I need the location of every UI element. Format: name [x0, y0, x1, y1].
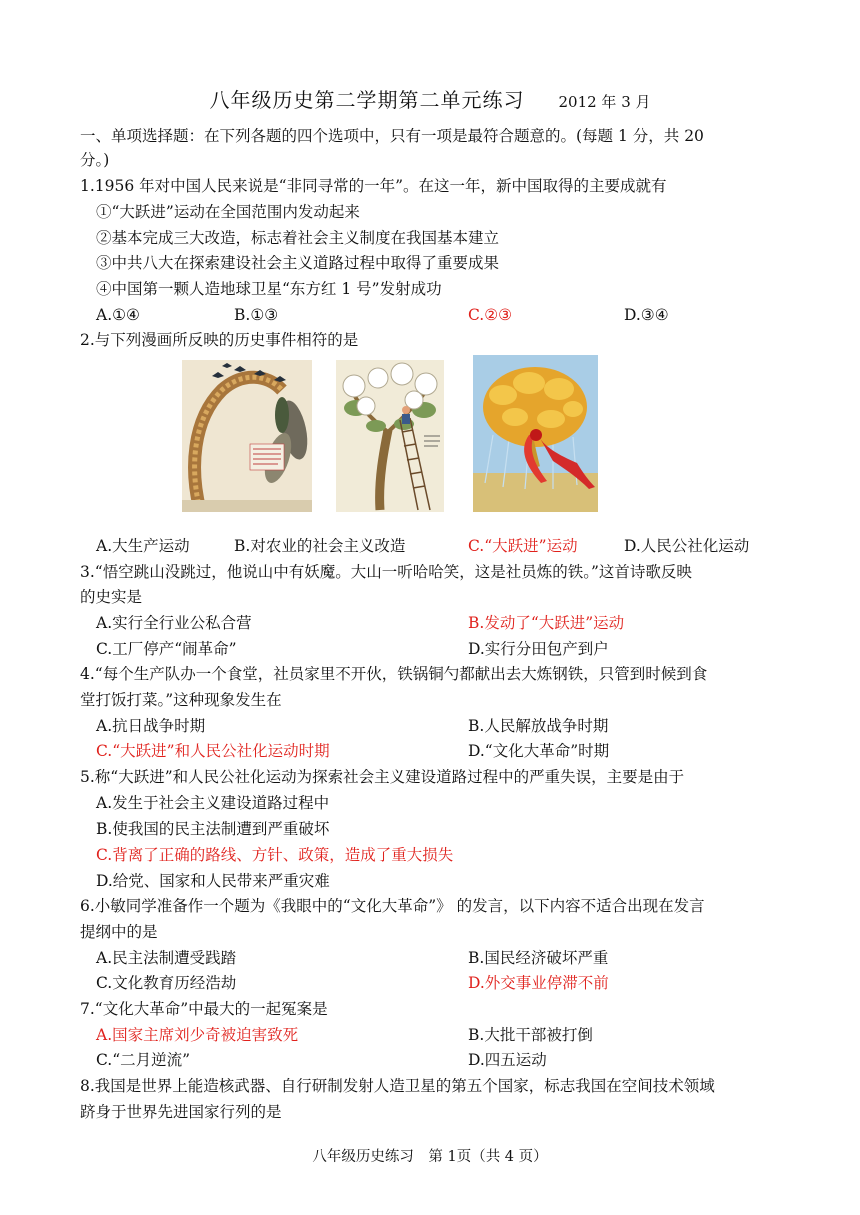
- page-title: 八年级历史第二学期第二单元练习: [209, 88, 525, 112]
- q6-option-b: B.国民经济破坏严重: [468, 949, 609, 967]
- cartoon-image-3: [473, 355, 598, 512]
- q2-option-a: A.大生产运动: [96, 537, 190, 555]
- q4-stem: 4.“每个生产队办一个食堂，社员家里不开伙，铁锅铜勺都献出去大炼钢铁，只管到时候到食: [80, 665, 708, 683]
- q7-option-b: B.大批干部被打倒: [468, 1026, 593, 1044]
- q6-option-c: C.文化教育历经浩劫: [96, 974, 237, 992]
- title-row: [0, 84, 860, 113]
- q7-stem: 7.“文化大革命”中最大的一起冤案是: [80, 1000, 328, 1018]
- q1-option-b: B.①③: [234, 306, 279, 324]
- q8-stem-cont: 跻身于世界先进国家行列的是: [80, 1103, 282, 1121]
- q4-option-d: D.“文化大革命”时期: [468, 742, 610, 760]
- q4-option-b: B.人民解放战争时期: [468, 717, 609, 735]
- q5-stem: 5.称“大跃进”和人民公社化运动为探索社会主义建设道路过程中的严重失误，主要是由于: [80, 768, 685, 786]
- cartoon-image-2: [336, 360, 444, 512]
- q6-stem-cont: 提纲中的是: [80, 923, 158, 941]
- q1-item: ①“大跃进”运动在全国范围内发动起来: [96, 203, 360, 221]
- q5-option-d: D.给党、国家和人民带来严重灾难: [96, 872, 330, 890]
- q5-option-a: A.发生于社会主义建设道路过程中: [96, 794, 330, 812]
- q6-stem: 6.小敏同学准备作一个题为《我眼中的“文化大革命”》 的发言，以下内容不适合出现在发言: [80, 897, 705, 915]
- q1-option-c-answer: C.②③: [468, 306, 513, 324]
- q3-stem: 3.“悟空跳山没跳过，他说山中有妖魔。大山一听哈哈笑，这是社员炼的铁。”这首诗歌反映: [80, 563, 692, 581]
- q7-option-c: C.“二月逆流”: [96, 1051, 191, 1069]
- q7-option-a-answer: A.国家主席刘少奇被迫害致死: [96, 1026, 299, 1044]
- q2-option-c-answer: C.“大跃进”运动: [468, 537, 578, 555]
- q8-stem: 8.我国是世界上能造核武器、自行研制发射人造卫星的第五个国家，标志我国在空间技术领域: [80, 1077, 715, 1095]
- page-footer: 八年级历史练习 第 1页（共 4 页）: [312, 1149, 548, 1165]
- q3-option-b-answer: B.发动了“大跃进”运动: [468, 614, 625, 632]
- q4-stem-cont: 堂打饭打菜。”这种现象发生在: [80, 691, 282, 709]
- q1-stem: 1.1956 年对中国人民来说是“非同寻常的一年”。在这一年，新中国取得的主要成就有: [80, 177, 667, 195]
- cartoon-image-1: [182, 360, 312, 512]
- q4-option-c-answer: C.“大跃进”和人民公社化运动时期: [96, 742, 330, 760]
- q2-stem: 2.与下列漫画所反映的历史事件相符的是: [80, 331, 359, 349]
- q1-option-a: A.①④: [96, 306, 140, 324]
- q6-option-a: A.民主法制遭受践踏: [96, 949, 237, 967]
- section-instruction: 一、单项选择题：在下列各题的四个选项中，只有一项是最符合题意的。(每题 1 分，共 20: [80, 127, 704, 145]
- q3-option-c: C.工厂停产“闹革命”: [96, 640, 237, 658]
- q3-option-d: D.实行分田包产到户: [468, 640, 609, 658]
- q5-option-b: B.使我国的民主法制遭到严重破坏: [96, 820, 330, 838]
- q1-item: ③中共八大在探索建设社会主义道路过程中取得了重要成果: [96, 254, 500, 272]
- q5-option-c-answer: C.背离了正确的路线、方针、政策，造成了重大损失: [96, 846, 454, 864]
- q1-item: ②基本完成三大改造，标志着社会主义制度在我国基本建立: [96, 229, 500, 247]
- q6-option-d-answer: D.外交事业停滞不前: [468, 974, 609, 992]
- exam-date: 2012 年 3 月: [558, 93, 651, 111]
- q3-option-a: A.实行全行业公私合营: [96, 614, 252, 632]
- q1-item: ④中国第一颗人造地球卫星“东方红 1 号”发射成功: [96, 280, 442, 298]
- q3-stem-cont: 的史实是: [80, 588, 143, 606]
- q2-option-d: D.人民公社化运动: [624, 537, 750, 555]
- q1-option-d: D.③④: [624, 306, 669, 324]
- q7-option-d: D.四五运动: [468, 1051, 547, 1069]
- section-instruction-cont: 分。): [80, 151, 110, 169]
- q2-option-b: B.对农业的社会主义改造: [234, 537, 406, 555]
- q4-option-a: A.抗日战争时期: [96, 717, 206, 735]
